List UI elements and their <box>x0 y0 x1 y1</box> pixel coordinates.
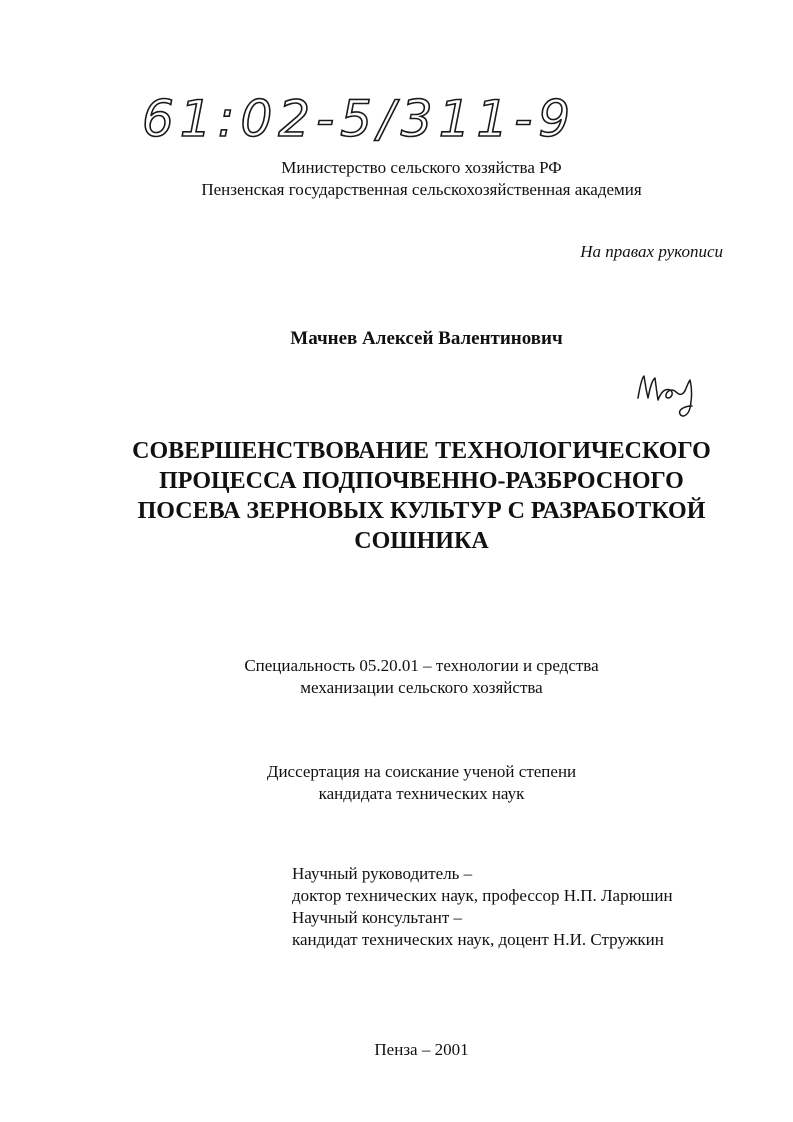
handwritten-catalog-number-text: 61:02-5/311-9 <box>142 90 577 148</box>
title-line-1: СОВЕРШЕНСТВОВАНИЕ ТЕХНОЛОГИЧЕСКОГО <box>132 438 711 464</box>
specialty <box>0 655 793 699</box>
handwritten-signature <box>630 368 710 424</box>
advisors-block <box>292 863 673 951</box>
author-name: Мачнев Алексей Валентинович <box>290 328 563 349</box>
city-year: Пенза – 2001 <box>374 1040 469 1059</box>
degree-statement <box>0 761 793 805</box>
rights-note: На правах рукописи <box>580 242 723 261</box>
supervisor-name: доктор технических наук, профессор Н.П. Ларюшин <box>292 886 673 905</box>
degree-line-1: Диссертация на соискание ученой степени <box>266 762 577 781</box>
handwritten-catalog-number <box>140 88 580 148</box>
ministry-name: Министерство сельского хозяйства РФ <box>281 158 562 177</box>
academy-name: Пензенская государственная сельскохозяйственная академия <box>201 180 642 199</box>
signature-label: Мач <box>632 423 634 424</box>
specialty-line-2: механизации сельского хозяйства <box>300 678 543 697</box>
title-line-4: СОШНИКА <box>354 528 489 554</box>
supervisor-label: Научный руководитель – <box>292 864 473 883</box>
institution-header <box>0 157 793 201</box>
dissertation-title <box>0 436 793 556</box>
title-line-3: ПОСЕВА ЗЕРНОВЫХ КУЛЬТУР С РАЗРАБОТКОЙ <box>137 498 706 524</box>
specialty-line-1: Специальность 05.20.01 – технологии и средства <box>244 656 599 675</box>
title-line-2: ПРОЦЕССА ПОДПОЧВЕННО-РАЗБРОСНОГО <box>159 468 684 494</box>
consultant-label: Научный консультант – <box>292 908 462 927</box>
consultant-name: кандидат технических наук, доцент Н.И. Стружкин <box>292 930 664 949</box>
degree-line-2: кандидата технических наук <box>318 784 525 803</box>
